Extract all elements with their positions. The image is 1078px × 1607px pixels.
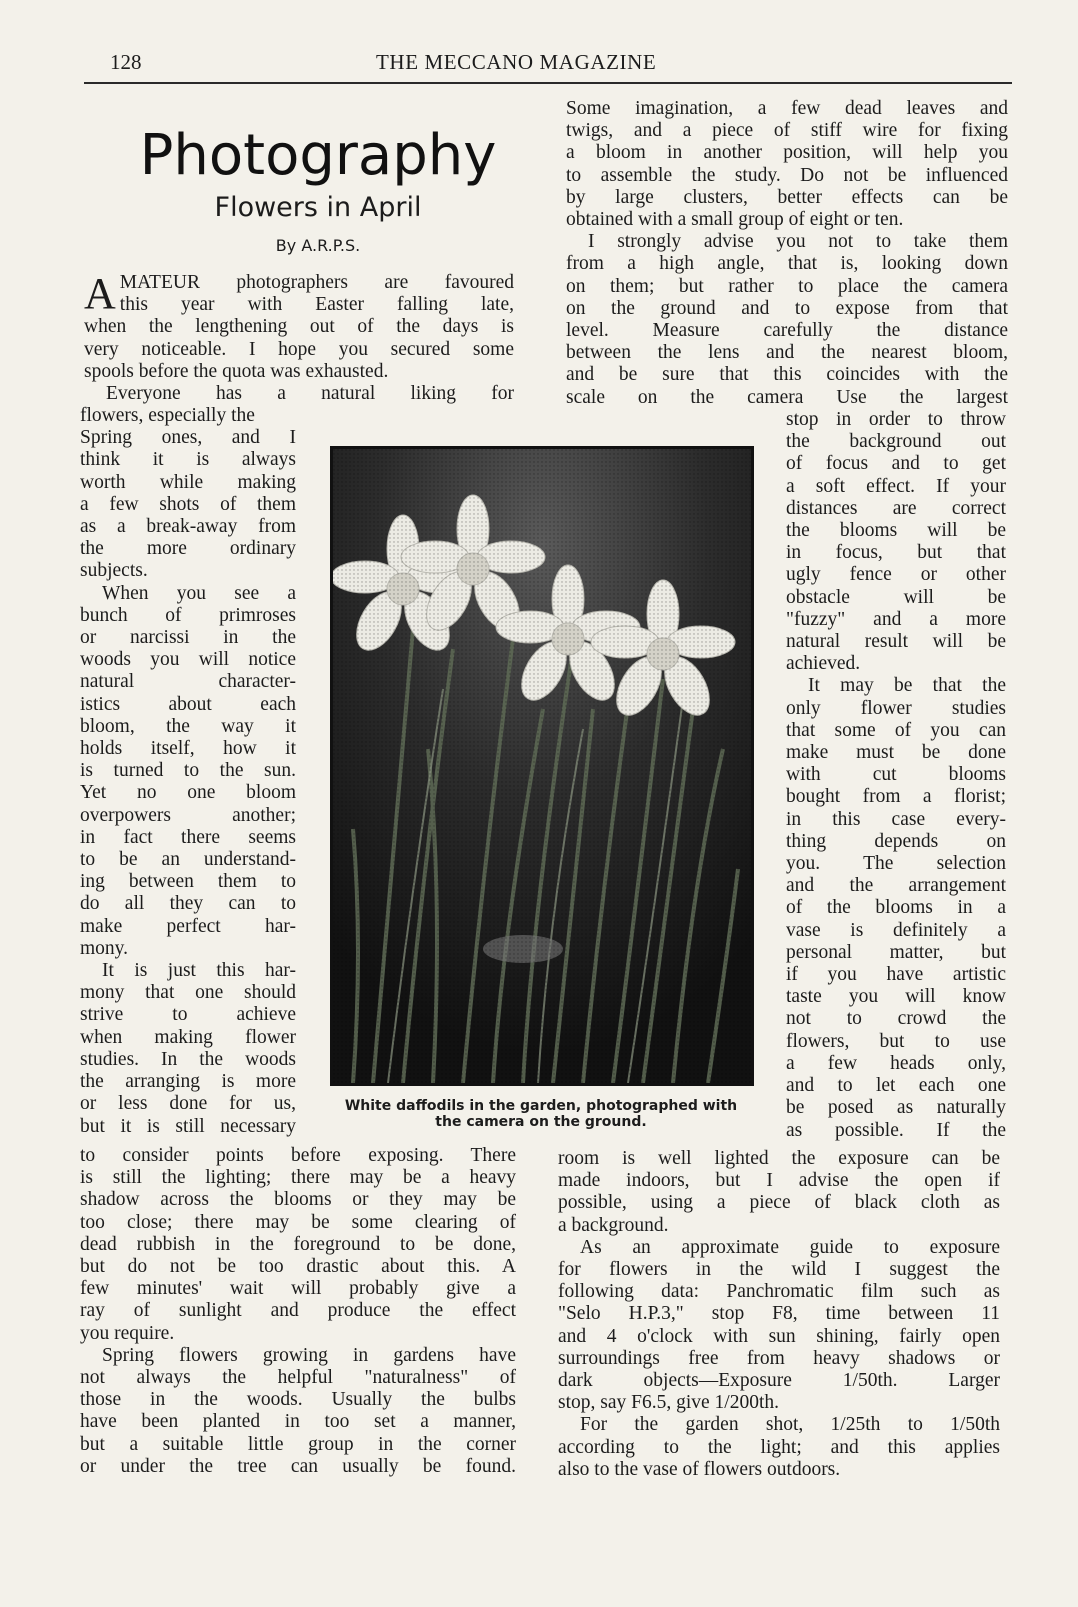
text-line: is turned to the sun. (80, 760, 296, 782)
left-column-narrow (80, 405, 296, 1138)
text-line: vase is definitely a (786, 919, 1006, 941)
text-line: achieved. (786, 653, 861, 675)
left-column-bottom (80, 1145, 516, 1478)
text-line: a few heads only, (786, 1052, 1006, 1074)
text-line: istics about each (80, 693, 296, 715)
text-line: have been planted in too set a manner, (80, 1411, 516, 1433)
text-line: but do not be too drastic about this. A (80, 1256, 516, 1278)
text-line: not to crowd the (786, 1008, 1006, 1030)
text-line: but it is still necessary (80, 1115, 296, 1137)
text-line: thing depends on (786, 830, 1006, 852)
text-line: shadow across the blooms or they may be (80, 1189, 516, 1211)
text-line: when the lengthening out of the days is (84, 316, 514, 338)
text-line: too close; there may be some clearing of (80, 1211, 516, 1233)
title-block (88, 124, 528, 258)
text-line: or narcissi in the (80, 627, 296, 649)
caption-line: White daffodils in the garden, photographed with (344, 1098, 738, 1114)
text-line: and to let each one (786, 1075, 1006, 1097)
text-line: subjects. (80, 560, 148, 582)
text-line: from a high angle, that is, looking down (566, 253, 1008, 275)
text-line: flowers, but to use (786, 1030, 1006, 1052)
text-line: stop, say F6.5, give 1/200th. (558, 1392, 780, 1414)
text-line: ugly fence or other (786, 564, 1006, 586)
text-line: very noticeable. I hope you secured some (84, 338, 514, 360)
text-line: bought from a florist; (786, 786, 1006, 808)
text-line: Spring ones, and I (80, 427, 296, 449)
text-line: but a suitable little group in the corner (80, 1433, 516, 1455)
daffodils-illustration (333, 449, 751, 1083)
text-line: in fact there seems (80, 826, 296, 848)
text-line: on the ground and to expose from that (566, 297, 1008, 319)
text-line: Some imagination, a few dead leaves and (566, 98, 1008, 119)
text-line: taste you will know (786, 986, 1006, 1008)
text-line: the background out (786, 431, 1006, 453)
text-line: with cut blooms (786, 764, 1006, 786)
text-line: that some of you can (786, 719, 1006, 741)
text-line: dark objects—Exposure 1/50th. Larger (558, 1370, 1000, 1392)
text-line: worth while making (80, 471, 296, 493)
text-line: the blooms will be (786, 520, 1006, 542)
text-line: When you see a (102, 582, 296, 604)
text-line: only flower studies (786, 697, 1006, 719)
text-line: spools before the quota was exhausted. (84, 360, 389, 382)
text-line: you. The selection (786, 853, 1006, 875)
text-line: following data: Panchromatic film such as (558, 1281, 1000, 1303)
text-line: a few shots of them (80, 493, 296, 515)
text-line: natural character- (80, 671, 296, 693)
text-line: as a break-away from (80, 516, 296, 538)
text-line: mony that one should (80, 982, 296, 1004)
text-line: "fuzzy" and a more (786, 608, 1006, 630)
text-line: dead rubbish in the foreground to be done, (80, 1233, 516, 1255)
text-line: Yet no one bloom (80, 782, 296, 804)
right-column-top (566, 98, 1008, 409)
left-column-top (84, 269, 514, 405)
text-line: strive to achieve (80, 1004, 296, 1026)
text-line: do all they can to (80, 893, 296, 915)
running-head: THE MECCANO MAGAZINE (376, 50, 657, 74)
text-line: also to the vase of flowers outdoors. (558, 1458, 841, 1480)
text-line: and 4 o'clock with sun shining, fairly open (558, 1325, 1000, 1347)
text-line: twigs, and a piece of stiff wire for fixing (566, 120, 1008, 142)
text-line: make must be done (786, 742, 1006, 764)
text-line: be posed as naturally (786, 1097, 1006, 1119)
text-line: those in the woods. Usually the bulbs (80, 1389, 516, 1411)
text-line: Everyone has a natural liking for (106, 383, 514, 405)
text-line: possible, using a piece of black cloth as (558, 1192, 1000, 1214)
text-line: not always the helpful "naturalness" of (80, 1367, 516, 1389)
text-line: or under the tree can usually be found. (80, 1455, 516, 1477)
right-column-bottom (558, 1148, 1000, 1481)
text-line: bunch of primroses (80, 604, 296, 626)
text-line: you require. (80, 1322, 175, 1344)
text-line: a soft effect. If your (786, 475, 1006, 497)
text-line: the arranging is more (80, 1071, 296, 1093)
text-line: level. Measure carefully the distance (566, 320, 1008, 342)
text-line: think it is always (80, 449, 296, 471)
article-subtitle: Flowers in April (214, 192, 422, 223)
text-line: a background. (558, 1214, 669, 1236)
article-title: Photography (139, 123, 497, 188)
text-line: and be sure that this coincides with the (566, 364, 1008, 386)
text-line: this year with Easter falling late, (119, 294, 514, 316)
text-line: ing between them to (80, 871, 296, 893)
text-line: bloom, the way it (80, 715, 296, 737)
right-column-narrow (786, 409, 1006, 1142)
text-line: and the arrangement (786, 875, 1006, 897)
text-line: of the blooms in a (786, 897, 1006, 919)
text-line: to assemble the study. Do not be influenced (566, 164, 1008, 186)
text-line: AMATEUR photographers are favoured (84, 269, 514, 318)
text-line: For the garden shot, 1/25th to 1/50th (580, 1414, 1000, 1436)
text-line: I strongly advise you not to take them (588, 231, 1008, 253)
text-line: "Selo H.P.3," stop F8, time between 11 (558, 1303, 1000, 1325)
text-line: is still the lighting; there may be a heavy (80, 1167, 516, 1189)
text-line: between the lens and the nearest bloom, (566, 342, 1008, 364)
text-line: woods you will notice (80, 649, 296, 671)
text-line: for flowers in the wild I suggest the (558, 1259, 1000, 1281)
caption-line: the camera on the ground. (435, 1114, 647, 1130)
text-line: the more ordinary (80, 538, 296, 560)
text-line: It may be that the (808, 675, 1006, 697)
text-line: to consider points before exposing. There (80, 1145, 516, 1166)
text-line: It is just this har- (102, 960, 296, 982)
text-line: natural result will be (786, 631, 1006, 653)
text-line: room is well lighted the exposure can be (558, 1148, 1000, 1169)
text-line: or less done for us, (80, 1093, 296, 1115)
text-line: obtained with a small group of eight or ten. (566, 209, 904, 231)
text-line: obstacle will be (786, 586, 1006, 608)
drop-cap: A (84, 269, 116, 318)
text-line: holds itself, how it (80, 738, 296, 760)
photo-caption (318, 1098, 764, 1130)
text-line: studies. In the woods (80, 1048, 296, 1070)
text-line: of focus and to get (786, 453, 1006, 475)
text-line: by large clusters, better effects can be (566, 186, 1008, 208)
text-line: on them; but rather to place the camera (566, 275, 1008, 297)
text-line: surroundings free from heavy shadows or (558, 1347, 1000, 1369)
text-line: if you have artistic (786, 964, 1006, 986)
header-rule (84, 82, 1012, 84)
text-line: as possible. If the (786, 1119, 1006, 1141)
text-line: in focus, but that (786, 542, 1006, 564)
page-number: 128 (110, 50, 142, 74)
text-line: when making flower (80, 1026, 296, 1048)
article-byline: By A.R.P.S. (275, 236, 361, 255)
text-line: overpowers another; (80, 804, 296, 826)
text-line: mony. (80, 937, 129, 959)
text-line: made indoors, but I advise the open if (558, 1170, 1000, 1192)
text-line: according to the light; and this applies (558, 1436, 1000, 1458)
text-line: ray of sunlight and produce the effect (80, 1300, 516, 1322)
text-line: personal matter, but (786, 941, 1006, 963)
text-line: distances are correct (786, 497, 1006, 519)
text-line: stop in order to throw (786, 409, 1006, 430)
text-line: few minutes' wait will probably give a (80, 1278, 516, 1300)
text-line: scale on the camera Use the largest (566, 386, 1008, 408)
text-line: to be an understand- (80, 849, 296, 871)
text-line: Spring flowers growing in gardens have (102, 1344, 516, 1366)
text-line: As an approximate guide to exposure (580, 1236, 1000, 1258)
daffodils-photo (330, 446, 754, 1086)
text-line: make perfect har- (80, 915, 296, 937)
text-line: in this case every- (786, 808, 1006, 830)
text-line: a bloom in another position, will help you (566, 142, 1008, 164)
text-line: flowers, especially the (80, 405, 255, 426)
